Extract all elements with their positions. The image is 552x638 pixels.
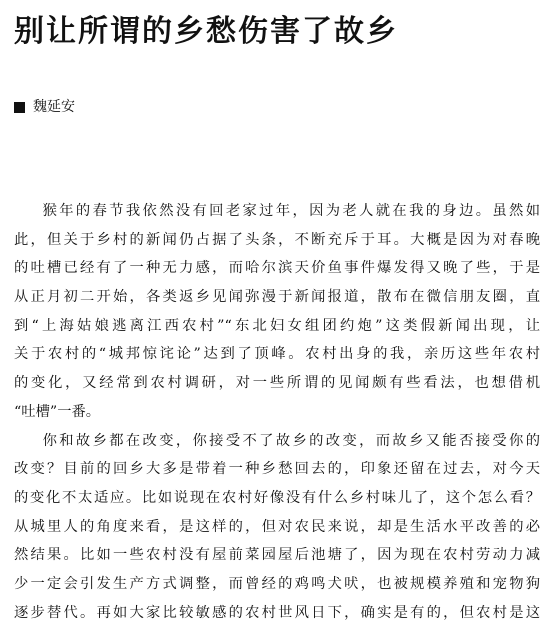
byline [14, 98, 75, 116]
body-line: 从城里人的角度来看，是这样的，但对农民来说，却是生活水平改善的必 [14, 518, 540, 535]
body-line: 改变？目前的回乡大多是带着一种乡愁回去的，印象还留在过去，对今天 [14, 461, 540, 478]
body-line: 到“上海姑娘逃离江西农村”“东北妇女组团约炮”这类假新闻出现，让 [14, 317, 540, 334]
body-line: 关于农村的“城邦惊诧论”达到了顶峰。农村出身的我，亲历这些年农村 [14, 346, 540, 363]
article-body [14, 197, 540, 627]
body-line: 此，但关于乡村的新闻仍占据了头条，不断充斥于耳。大概是因为对春晚 [14, 231, 540, 248]
body-line: 猴年的春节我依然没有回老家过年，因为老人就在我的身边。虽然如 [42, 203, 540, 219]
body-line: 你和故乡都在改变，你接受不了故乡的改变，而故乡又能否接受你的 [42, 432, 540, 449]
author-name: 魏延安 [33, 99, 75, 115]
body-line: 然结果。比如一些农村没有屋前菜园屋后池塘了，因为现在农村劳动力减 [14, 547, 540, 564]
body-line: 的变化不太适应。比如说现在农村好像没有什么乡村味儿了，这个怎么看？ [14, 489, 540, 506]
body-line: 的变化，又经常到农村调研，对一些所谓的见闻颇有些看法，也想借机 [14, 375, 540, 392]
black-square-icon [14, 102, 25, 113]
body-line: 从正月初二开始，各类返乡见闻弥漫于新闻报道，散布在微信朋友圈，直 [14, 289, 540, 306]
article-title: 别让所谓的乡愁伤害了故乡 [14, 14, 398, 49]
body-line: “吐槽”一番。 [14, 403, 101, 420]
body-line: 的吐槽已经有了一种无力感，而哈尔滨天价鱼事件爆发得又晚了些，于是 [14, 260, 540, 277]
body-line: 少一定会引发生产方式调整，而曾经的鸡鸣犬吠，也被规模养殖和宠物狗 [14, 575, 540, 592]
body-line: 逐步替代。再如大家比较敏感的农村世风日下，确实是有的，但农村是这 [14, 604, 540, 621]
